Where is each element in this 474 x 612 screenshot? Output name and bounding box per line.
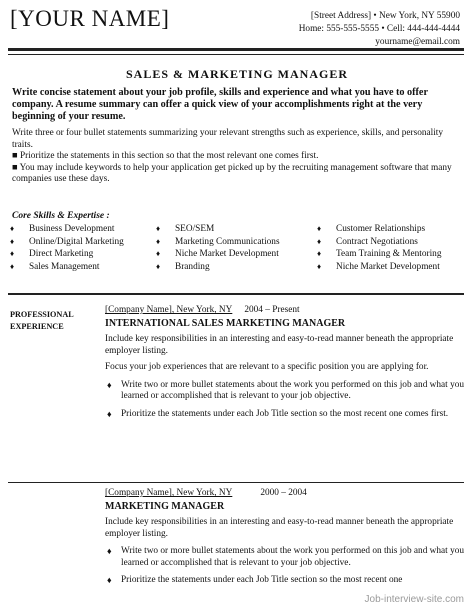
job-bullet: ♦ Prioritize the statements under each Job Title section so the most recent one comes first.	[107, 408, 449, 419]
job-header	[105, 305, 465, 317]
job-header	[105, 488, 465, 500]
street-address: [Street Address] • New York, NY 55900	[310, 11, 460, 21]
diamond-bullet-icon: ♦	[10, 236, 15, 246]
skill-item: ♦ Team Training & Mentoring	[317, 249, 442, 259]
resume-title: SALES & MARKETING MANAGER	[125, 67, 348, 81]
diamond-bullet-icon: ♦	[107, 408, 112, 419]
skills-heading: Core Skills & Expertise :	[12, 211, 110, 221]
header-rule-thin	[8, 54, 464, 55]
job-description: Focus your job experiences that are relevant to a specific position you are applying for.	[105, 362, 429, 372]
diamond-bullet-icon: ♦	[317, 224, 322, 233]
summary-statement: Write concise statement about your job profile, skills and experience and what you have to offer company. A resume summary can offer a quick view of your accomplishments right at the very beginning of your resume.	[12, 87, 428, 122]
job-entry-2	[105, 488, 465, 593]
job-entry-1	[105, 305, 465, 426]
job-bullet: ♦ Prioritize the statements under each Job Title section so the most recent one	[107, 575, 403, 585]
job-dates: 2000 – 2004	[260, 488, 307, 498]
skill-item: ♦ Niche Market Development	[317, 261, 440, 272]
intro-bullet-2: ■ You may include keywords to help your application get picked up by the recruiting management software that many companies use these days.	[12, 162, 452, 184]
diamond-bullet-icon: ♦	[107, 546, 112, 556]
watermark: Job-interview-site.com	[364, 594, 464, 605]
job-bullets	[105, 546, 465, 587]
contact-block	[299, 10, 460, 49]
job-title: INTERNATIONAL SALES MARKETING MANAGER	[105, 317, 346, 329]
job-bullets	[105, 380, 465, 421]
header-rule-thick	[8, 48, 464, 51]
diamond-bullet-icon: ♦	[10, 224, 15, 233]
skills-column-3	[317, 223, 441, 273]
diamond-bullet-icon: ♦	[107, 379, 112, 390]
job-divider	[8, 482, 464, 483]
diamond-bullet-icon: ♦	[10, 261, 15, 271]
diamond-bullet-icon: ♦	[10, 249, 15, 258]
diamond-bullet-icon: ♦	[107, 575, 112, 585]
diamond-bullet-icon: ♦	[317, 261, 322, 271]
skill-item: ♦ Branding	[156, 261, 210, 272]
experience-section-label: PROFESSIONAL EXPERIENCE	[10, 310, 74, 331]
skill-item: ♦ Customer Relationships	[317, 224, 426, 234]
skills-column-1	[10, 223, 124, 273]
job-description: Include key responsibilities in an interesting and easy-to-read manner beneath the appropriate employer listing.	[105, 334, 454, 356]
diamond-bullet-icon: ♦	[156, 249, 161, 258]
phone-numbers: Home: 555-555-5555 • Cell: 444-444-4444	[298, 24, 460, 34]
email-address[interactable]: yourname@email.com	[375, 37, 460, 47]
job-title: MARKETING MANAGER	[105, 500, 225, 512]
skill-item: ♦ Contract Negotiations	[317, 236, 418, 247]
diamond-bullet-icon: ♦	[156, 224, 161, 233]
skill-item: ♦ Business Development	[10, 224, 115, 234]
job-dates: 2004 – Present	[244, 305, 300, 315]
skill-item: ♦ Niche Market Development	[156, 249, 279, 259]
diamond-bullet-icon: ♦	[317, 236, 322, 246]
company-name: [Company Name], New York, NY	[105, 488, 233, 498]
intro-section	[12, 128, 464, 186]
job-bullet: ♦ Write two or more bullet statements about the work you performed on this job and what you learned or accomplished that is relevant to your job objective.	[107, 546, 465, 568]
skill-item: ♦ Online/Digital Marketing	[10, 236, 124, 247]
diamond-bullet-icon: ♦	[317, 249, 322, 258]
diamond-bullet-icon: ♦	[156, 261, 161, 271]
intro-paragraph: Write three or four bullet statements summarizing your relevant strengths such as experience, skills, and personality traits.	[12, 128, 444, 150]
job-description: Include key responsibilities in an interesting and easy-to-read manner beneath the appropriate employer listing.	[105, 517, 454, 539]
job-bullet: ♦ Write two or more bullet statements about the work you performed on this job and what you learned or accomplished that is relevant to your job objective.	[107, 379, 465, 401]
skill-item: ♦ SEO/SEM	[156, 224, 215, 234]
diamond-bullet-icon: ♦	[156, 236, 161, 246]
intro-bullet-1: ■ Prioritize the statements in this section so that the most relevant one comes first.	[12, 151, 319, 161]
skill-item: ♦ Sales Management	[10, 261, 100, 272]
candidate-name: [YOUR NAME]	[10, 6, 170, 31]
company-name: [Company Name], New York, NY	[105, 305, 233, 315]
skill-item: ♦ Direct Marketing	[10, 249, 94, 259]
skills-column-2	[156, 223, 280, 273]
skill-item: ♦ Marketing Communications	[156, 236, 280, 247]
section-rule	[8, 293, 464, 295]
